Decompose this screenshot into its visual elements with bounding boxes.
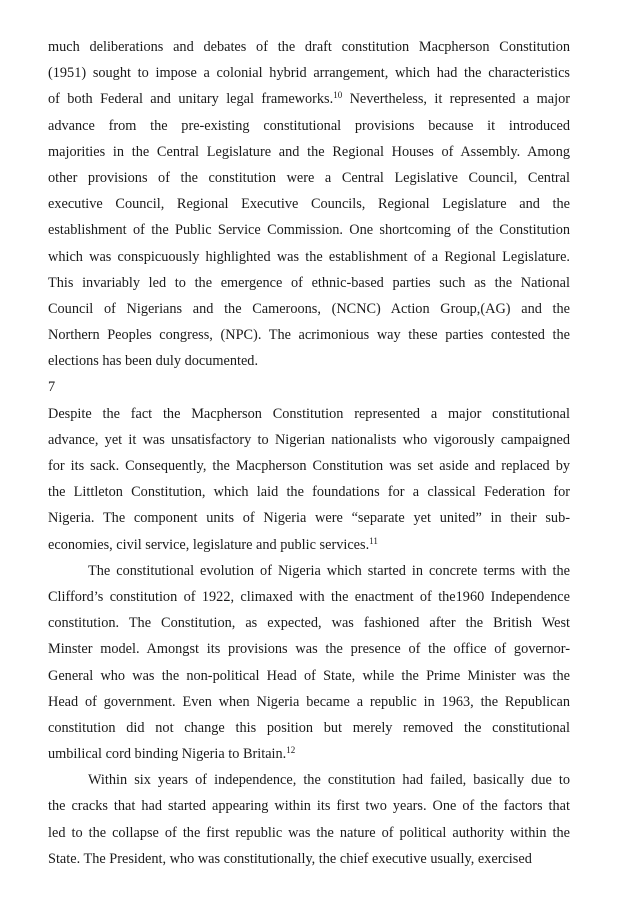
text-line	[48, 270, 570, 296]
line-text: Head of government. Even when Nigeria became a republic in 1963, the Republican	[48, 693, 570, 710]
text-line	[48, 165, 570, 191]
line-text: State. The President, who was constitutionally, the chief executive usually, exercised	[48, 850, 532, 867]
text-line	[48, 139, 570, 165]
footnote-marker: 11	[369, 535, 378, 546]
line-text: General who was the non-political Head of State, while the Prime Minister was the	[48, 667, 570, 684]
line-text: Despite the fact the Macpherson Constitution represented a major constitutional	[48, 405, 570, 422]
text-line	[48, 374, 570, 400]
text-line	[48, 427, 570, 453]
line-text: economies, civil service, legislature and public services.	[48, 536, 370, 553]
line-text: 7	[48, 379, 56, 396]
line-text: umbilical cord binding Nigeria to Britain.	[48, 746, 287, 763]
text-line	[48, 401, 570, 427]
line-text: Clifford’s constitution of 1922, climaxed with the enactment of the1960 Independence	[48, 588, 570, 605]
line-text: establishment of the Public Service Commission. One shortcoming of the Constitution	[48, 222, 570, 239]
text-line	[48, 610, 570, 636]
line-text: constitution. The Constitution, as expected, was fashioned after the British West	[48, 615, 570, 632]
footnote-marker: 10	[333, 90, 343, 101]
line-text: led to the collapse of the first republic was the nature of political authority within the	[48, 824, 570, 841]
text-line	[48, 741, 570, 767]
text-line	[48, 453, 570, 479]
line-text: much deliberations and debates of the draft constitution Macpherson Constitution	[48, 39, 570, 55]
text-line	[48, 479, 570, 505]
text-line	[48, 767, 570, 793]
text-line	[48, 244, 570, 270]
line-text: other provisions of the constitution were a Central Legislative Council, Central	[48, 169, 570, 186]
text-line	[48, 689, 570, 715]
line-text: Within six years of independence, the constitution had failed, basically due to	[88, 772, 570, 789]
text-line	[48, 558, 570, 584]
text-line	[48, 322, 570, 348]
text-line	[48, 60, 570, 86]
line-text: majorities in the Central Legislature and the Regional Houses of Assembly. Among	[48, 143, 570, 160]
text-line	[48, 793, 570, 819]
line-text: Council of Nigerians and the Cameroons, (NCNC) Action Group,(AG) and the	[48, 300, 570, 317]
line-text: Minster model. Amongst its provisions was the presence of the office of governor-	[48, 641, 570, 658]
line-text: advance, yet it was unsatisfactory to Nigerian nationalists who vigorously campaigned	[48, 431, 570, 448]
text-line	[48, 532, 570, 558]
line-text: (1951) sought to impose a colonial hybrid arrangement, which had the characteristics	[48, 65, 570, 82]
line-text: for its sack. Consequently, the Macpherson Constitution was set aside and replaced by	[48, 458, 570, 474]
text-line	[48, 846, 570, 872]
line-text: which was conspicuously highlighted was the establishment of a Regional Legislature.	[48, 248, 570, 265]
line-text: Nigeria. The component units of Nigeria were “separate yet united” in their sub-	[48, 510, 570, 527]
line-text: The constitutional evolution of Nigeria which started in concrete terms with the	[88, 562, 570, 579]
body-text	[48, 34, 570, 872]
footnote-marker: 12	[286, 745, 296, 756]
text-line	[48, 663, 570, 689]
text-line	[48, 505, 570, 531]
line-text: elections has been duly documented.	[48, 353, 259, 370]
text-line	[48, 217, 570, 243]
line-text: Northern Peoples congress, (NPC). The acrimonious way these parties contested the	[48, 327, 570, 344]
text-line	[48, 86, 570, 112]
line-text: the cracks that had started appearing within its first two years. One of the factors that	[48, 798, 570, 815]
text-line	[48, 191, 570, 217]
line-text: the Littleton Constitution, which laid the foundations for a classical Federation for	[48, 484, 570, 501]
text-line	[48, 113, 570, 139]
line-text: This invariably led to the emergence of ethnic-based parties such as the National	[48, 274, 570, 291]
text-line	[48, 584, 570, 610]
line-text: executive Council, Regional Executive Councils, Regional Legislature and the	[48, 196, 570, 213]
text-line	[48, 820, 570, 846]
text-line	[48, 348, 570, 374]
line-text: constitution did not change this position but merely removed the constitutional	[48, 719, 570, 736]
text-line	[48, 715, 570, 741]
line-text: of both Federal and unitary legal frameworks.	[48, 91, 334, 108]
text-line	[48, 636, 570, 662]
line-text: advance from the pre-existing constitutional provisions because it introduced	[48, 117, 570, 134]
text-line	[48, 34, 570, 60]
text-line	[48, 296, 570, 322]
line-text-continuation: Nevertheless, it represented a major	[342, 91, 570, 108]
